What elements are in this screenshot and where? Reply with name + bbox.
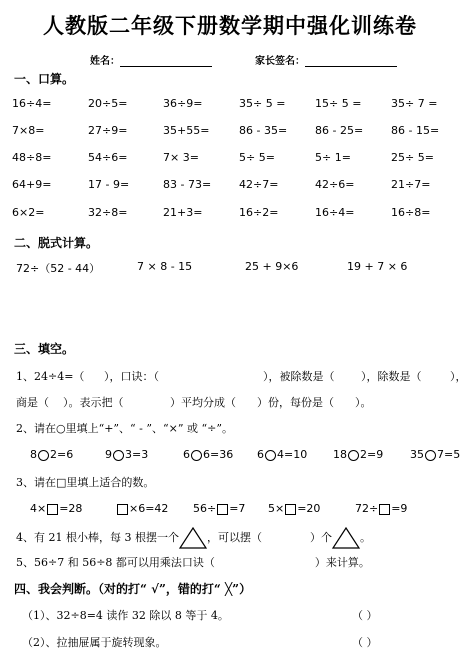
- parent-signature-field[interactable]: [255, 52, 397, 67]
- fill-q5: [16, 554, 370, 570]
- section2-heading: 二、脱式计算。: [14, 236, 99, 250]
- triangle-icon: [332, 527, 360, 549]
- oral-calc-item: 35÷ 5 =: [239, 97, 286, 110]
- oral-calc-item: 32÷8=: [88, 206, 128, 219]
- oral-calc-item: 20÷5=: [88, 97, 128, 110]
- name-label: 姓名：: [90, 56, 120, 67]
- fill-q1-part-d: ），除数是（: [361, 370, 422, 383]
- oral-calc-item: 86 - 25=: [315, 124, 364, 137]
- operator-circle-blank[interactable]: [348, 450, 359, 461]
- oral-calc-item: 48÷8=: [12, 151, 52, 164]
- step-calc-item: 25 + 9×6: [245, 260, 299, 273]
- number-fill-item: [193, 502, 245, 515]
- fill-q1-part-j: ）。: [355, 396, 372, 409]
- fill-q4-part-b: ，可以摆（: [206, 531, 262, 544]
- fill-q1-part-c: ），被除数是（: [263, 370, 335, 383]
- oral-calc-item: 6×2=: [12, 206, 45, 219]
- fill-q1-part-f: 商是（: [16, 396, 49, 409]
- oral-calc-item: 16÷4=: [12, 97, 52, 110]
- parent-signature-label: 家长签名：: [255, 56, 305, 67]
- number-fill-item: [30, 502, 82, 515]
- operator-right: 2=9: [360, 448, 384, 461]
- operator-item: [105, 448, 148, 461]
- fill-q3-text: 3、请在□里填上适合的数。: [16, 476, 155, 489]
- operator-right: 6=36: [203, 448, 234, 461]
- number-box-blank[interactable]: [217, 504, 228, 515]
- operator-right: 7=5: [437, 448, 461, 461]
- operator-item: [257, 448, 307, 461]
- operator-circle-blank[interactable]: [265, 450, 276, 461]
- operator-left: 8: [30, 448, 37, 461]
- number-fill-right: =7: [229, 502, 246, 515]
- judge-item-text: （2）、拉抽屉属于旋转现象。: [22, 636, 167, 649]
- oral-calc-item: 54÷6=: [88, 151, 128, 164]
- number-fill-left: 4×: [30, 502, 47, 515]
- oral-calc-item: 42÷7=: [239, 178, 279, 191]
- judge-answer-paren[interactable]: （ ）: [352, 609, 378, 622]
- oral-calc-item: 21+3=: [163, 206, 203, 219]
- oral-calc-item: 25÷ 5=: [391, 151, 434, 164]
- oral-calc-item: 27÷9=: [88, 124, 128, 137]
- operator-item: [183, 448, 233, 461]
- fill-q5-part-b: ）来计算。: [314, 556, 370, 569]
- oral-calc-item: 7×8=: [12, 124, 45, 137]
- judge-item-text: （1）、32÷8=4 读作 32 除以 8 等于 4。: [22, 609, 229, 622]
- oral-calc-item: 86 - 15=: [391, 124, 440, 137]
- step-calc-item: 7 × 8 - 15: [137, 260, 193, 273]
- operator-left: 6: [257, 448, 264, 461]
- operator-right: 3=3: [125, 448, 149, 461]
- section3-heading: 三、填空。: [14, 342, 75, 356]
- oral-calc-item: 83 - 73=: [163, 178, 212, 191]
- operator-circle-blank[interactable]: [38, 450, 49, 461]
- fill-q2-text: 2、请在○里填上“+”、“ - ”、“×” 或 “÷”。: [16, 422, 233, 435]
- oral-calc-item: 16÷8=: [391, 206, 431, 219]
- fill-q1-part-b: ），口诀：（: [104, 370, 159, 383]
- operator-item: [30, 448, 73, 461]
- oral-calc-item: 15÷ 5 =: [315, 97, 362, 110]
- oral-calc-item: 35+55=: [163, 124, 210, 137]
- number-fill-right: ×6=42: [129, 502, 169, 515]
- judge-answer-paren[interactable]: （ ）: [352, 636, 378, 649]
- triangle-icon: [179, 527, 207, 549]
- number-fill-item: [116, 502, 168, 515]
- fill-q4-part-d: 。: [359, 531, 371, 544]
- number-box-blank[interactable]: [285, 504, 296, 515]
- fill-q1-part-h: ）平均分成（: [170, 396, 236, 409]
- section4-heading: 四、我会判断。（对的打“ √”，错的打“ ╳”）: [14, 582, 252, 596]
- oral-calc-item: 42÷6=: [315, 178, 355, 191]
- parent-signature-line[interactable]: [305, 57, 397, 67]
- oral-calc-item: 5÷ 5=: [239, 151, 275, 164]
- number-fill-right: =9: [391, 502, 408, 515]
- oral-calc-item: 36÷9=: [163, 97, 203, 110]
- oral-calc-item: 16÷2=: [239, 206, 279, 219]
- number-fill-left: 56÷: [193, 502, 217, 515]
- oral-calc-item: 16÷4=: [315, 206, 355, 219]
- number-fill-left: 5×: [268, 502, 285, 515]
- operator-item: [333, 448, 383, 461]
- fill-q1-part-g: ）。表示把（: [63, 396, 124, 409]
- fill-q5-part-a: 5、56÷7 和 56÷8 都可以用乘法口诀（: [16, 556, 215, 569]
- number-fill-right: =20: [297, 502, 321, 515]
- number-fill-item: [355, 502, 407, 515]
- fill-q1-part-e: ），: [450, 370, 467, 383]
- fill-q4-part-c: ）个: [309, 531, 332, 544]
- fill-q4: [16, 527, 371, 549]
- oral-calc-item: 21÷7=: [391, 178, 431, 191]
- oral-calc-item: 35÷ 7 =: [391, 97, 438, 110]
- operator-left: 9: [105, 448, 112, 461]
- page-title: 人教版二年级下册数学期中强化训练卷: [43, 13, 417, 38]
- operator-left: 35: [410, 448, 424, 461]
- number-box-blank[interactable]: [379, 504, 390, 515]
- step-calc-item: 19 + 7 × 6: [347, 260, 408, 273]
- section1-heading: 一、口算。: [14, 72, 75, 86]
- number-fill-left: 72÷: [355, 502, 379, 515]
- number-box-blank[interactable]: [117, 504, 128, 515]
- oral-calc-item: 64+9=: [12, 178, 52, 191]
- operator-left: 6: [183, 448, 190, 461]
- fill-q1-part-a: 1、24÷4=（: [16, 370, 85, 383]
- number-fill-right: =28: [59, 502, 83, 515]
- operator-right: 4=10: [277, 448, 308, 461]
- step-calc-item: 72÷（52 - 44）: [16, 262, 101, 275]
- fill-q1-part-i: ）份，每份是（: [257, 396, 334, 409]
- number-box-blank[interactable]: [47, 504, 58, 515]
- operator-left: 18: [333, 448, 347, 461]
- name-field[interactable]: [90, 52, 212, 67]
- oral-calc-item: 86 - 35=: [239, 124, 288, 137]
- operator-circle-blank[interactable]: [425, 450, 436, 461]
- operator-circle-blank[interactable]: [191, 450, 202, 461]
- oral-calc-item: 7× 3=: [163, 151, 199, 164]
- name-line[interactable]: [120, 57, 212, 67]
- operator-circle-blank[interactable]: [113, 450, 124, 461]
- oral-calc-item: 17 - 9=: [88, 178, 130, 191]
- fill-q4-part-a: 4、有 21 根小棒，每 3 根摆一个: [16, 531, 179, 544]
- operator-right: 2=6: [50, 448, 74, 461]
- oral-calc-item: 5÷ 1=: [315, 151, 351, 164]
- number-fill-item: [268, 502, 320, 515]
- operator-item: [410, 448, 460, 461]
